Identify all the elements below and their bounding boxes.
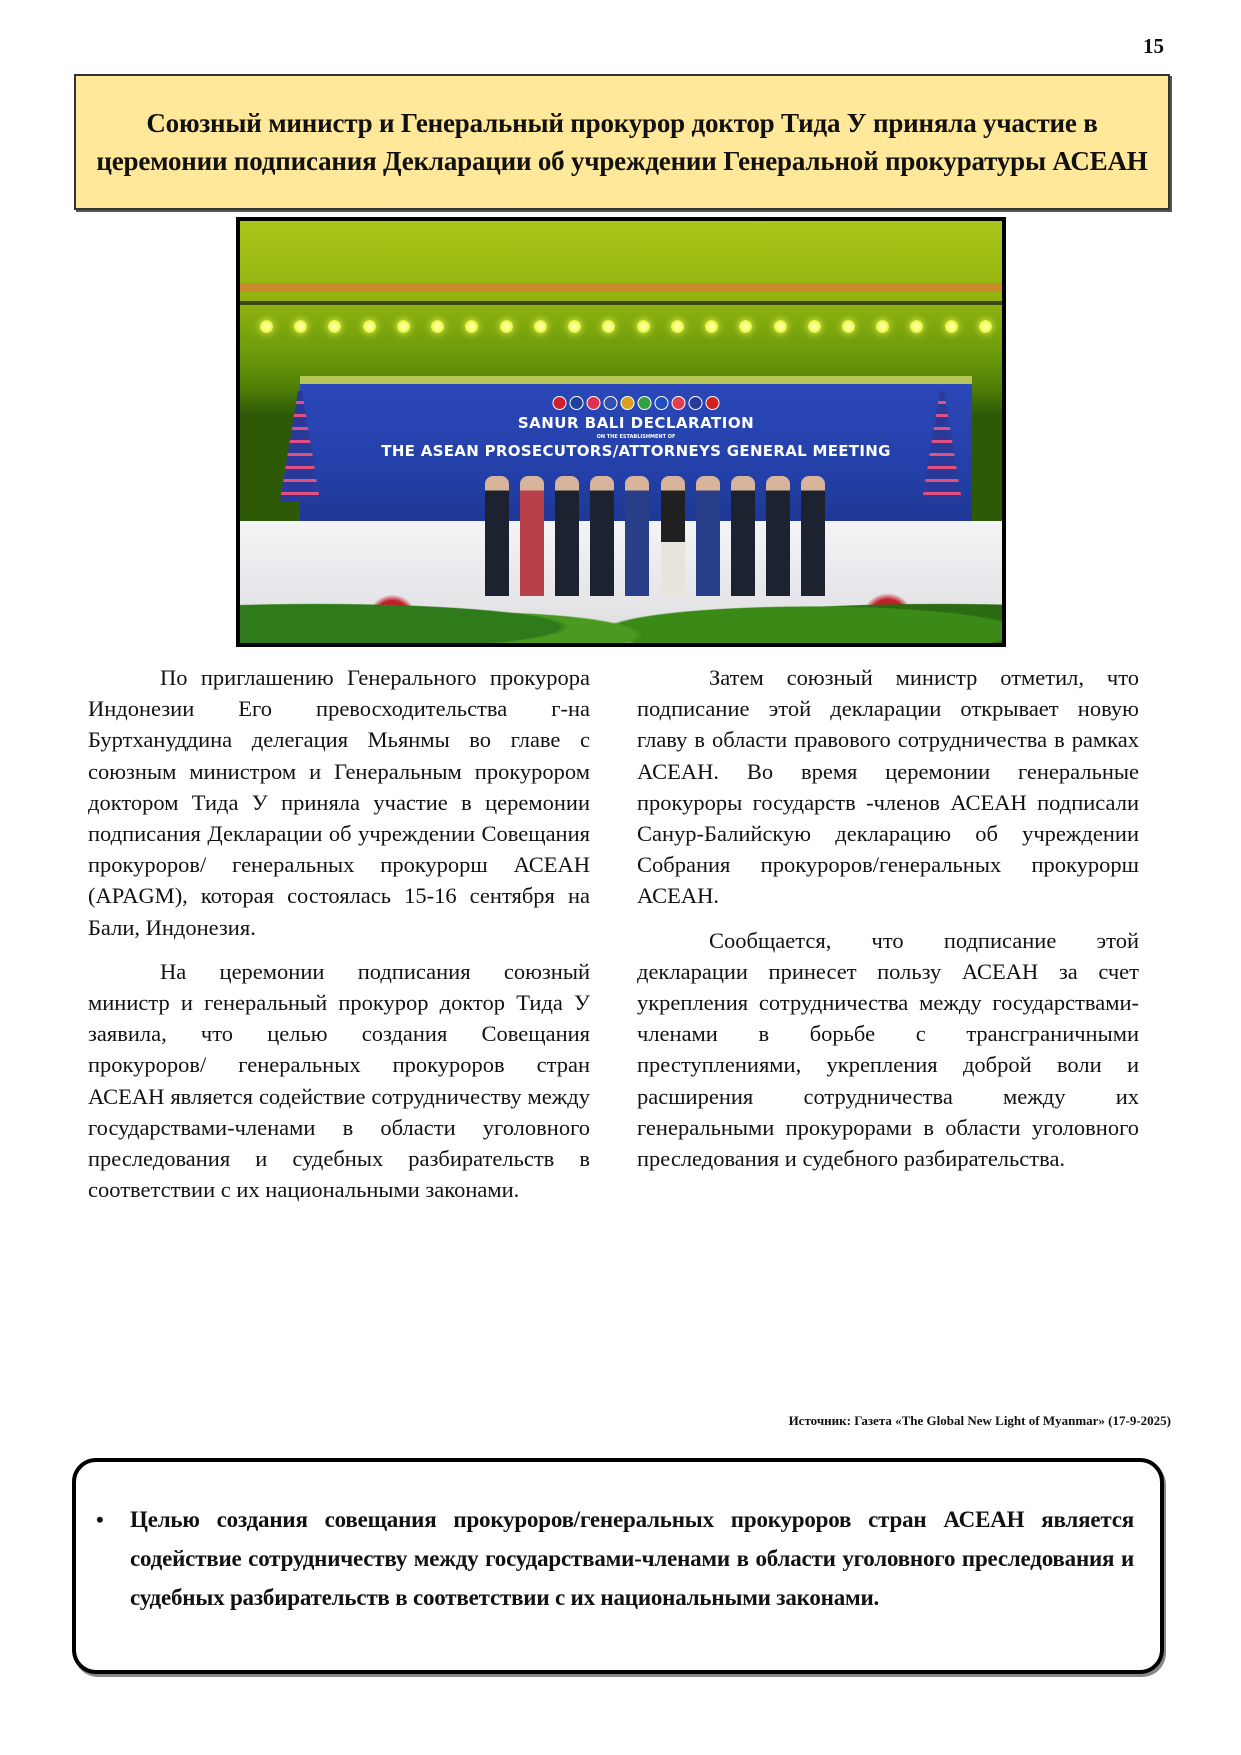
article-paragraph: По приглашению Генерального прокурора Индонезии Его превосходительства г-на Буртхануддина делегация Мьянмы во главе с союзным министром и Генеральным прокурором доктором Тида У приняла участие в церемонии подписания Декларации об учреждении Совещания прокуроров/ генеральных прокурорш АСЕАН (APAGM), которая состоялась 15-16 сентября на Бали, Индонезия. (88, 665, 590, 940)
banner-subtitle: ON THE ESTABLISHMENT OF (596, 434, 676, 440)
article-paragraph: На церемонии подписания союзный министр и генеральный прокурор доктор Тида У заявила, что целью создания Совещания прокуроров/ генеральных прокуроров стран АСЕАН является содействие сотрудничеству между государствами-членами в области уголовного преследования и судебных разбирательств в соответствии с их национальными законами. (88, 958, 590, 1203)
flower-decoration (240, 563, 1002, 643)
page-number: 15 (1143, 34, 1164, 58)
lighting-truss (240, 301, 1002, 305)
stage-lights (260, 311, 992, 341)
summary-text: Целью создания совещания прокуроров/генеральных прокуроров стран АСЕАН является содействие сотрудничеству между государствами-членами в области уголовного преследования и судебных разбирательств в соответствии с их национальными законами. (130, 1507, 1134, 1610)
bullet-icon: • (96, 1507, 104, 1532)
summary-box (72, 1458, 1164, 1674)
asean-flags (553, 396, 720, 410)
source-citation: Источник: Газета «The Global New Light of Myanmar» (17-9-2025) (788, 1413, 1171, 1428)
article-paragraph: Затем союзный министр отметил, что подписание этой декларации открывает новую главу в области правового сотрудничества в рамках АСЕАН. Во время церемонии генеральные прокуроры государств -членов АСЕАН подписали Санур-Балийскую декларацию об учреждении Собрания прокуроров/генеральных прокурорш АСЕАН. (637, 665, 1139, 909)
event-photo (236, 217, 1006, 647)
article-paragraph: Сообщается, что подписание этой декларации принесет пользу АСЕАН за счет укрепления сотрудничества между государствами-членами в борьбе с трансграничными преступлениями, укрепления доброй воли и расширения сотрудничества между их генеральными прокурорами в области уголовного преследования и судебного разбирательства. (637, 927, 1139, 1172)
banner-main: THE ASEAN PROSECUTORS/ATTORNEYS GENERAL MEETING (381, 442, 891, 460)
article-column-left (88, 662, 590, 1218)
banner-title: SANUR BALI DECLARATION (517, 414, 755, 432)
page-title: Союзный министр и Генеральный прокурор доктор Тида У приняла участие в церемонии подписания Декларации об учреждении Генеральной прокуратуры АСЕАН (96, 108, 1148, 176)
ceiling-beam (240, 283, 1002, 291)
title-box (74, 74, 1170, 210)
summary-item (96, 1500, 1134, 1617)
summary-list (96, 1500, 1134, 1617)
article-column-right (637, 662, 1139, 1187)
